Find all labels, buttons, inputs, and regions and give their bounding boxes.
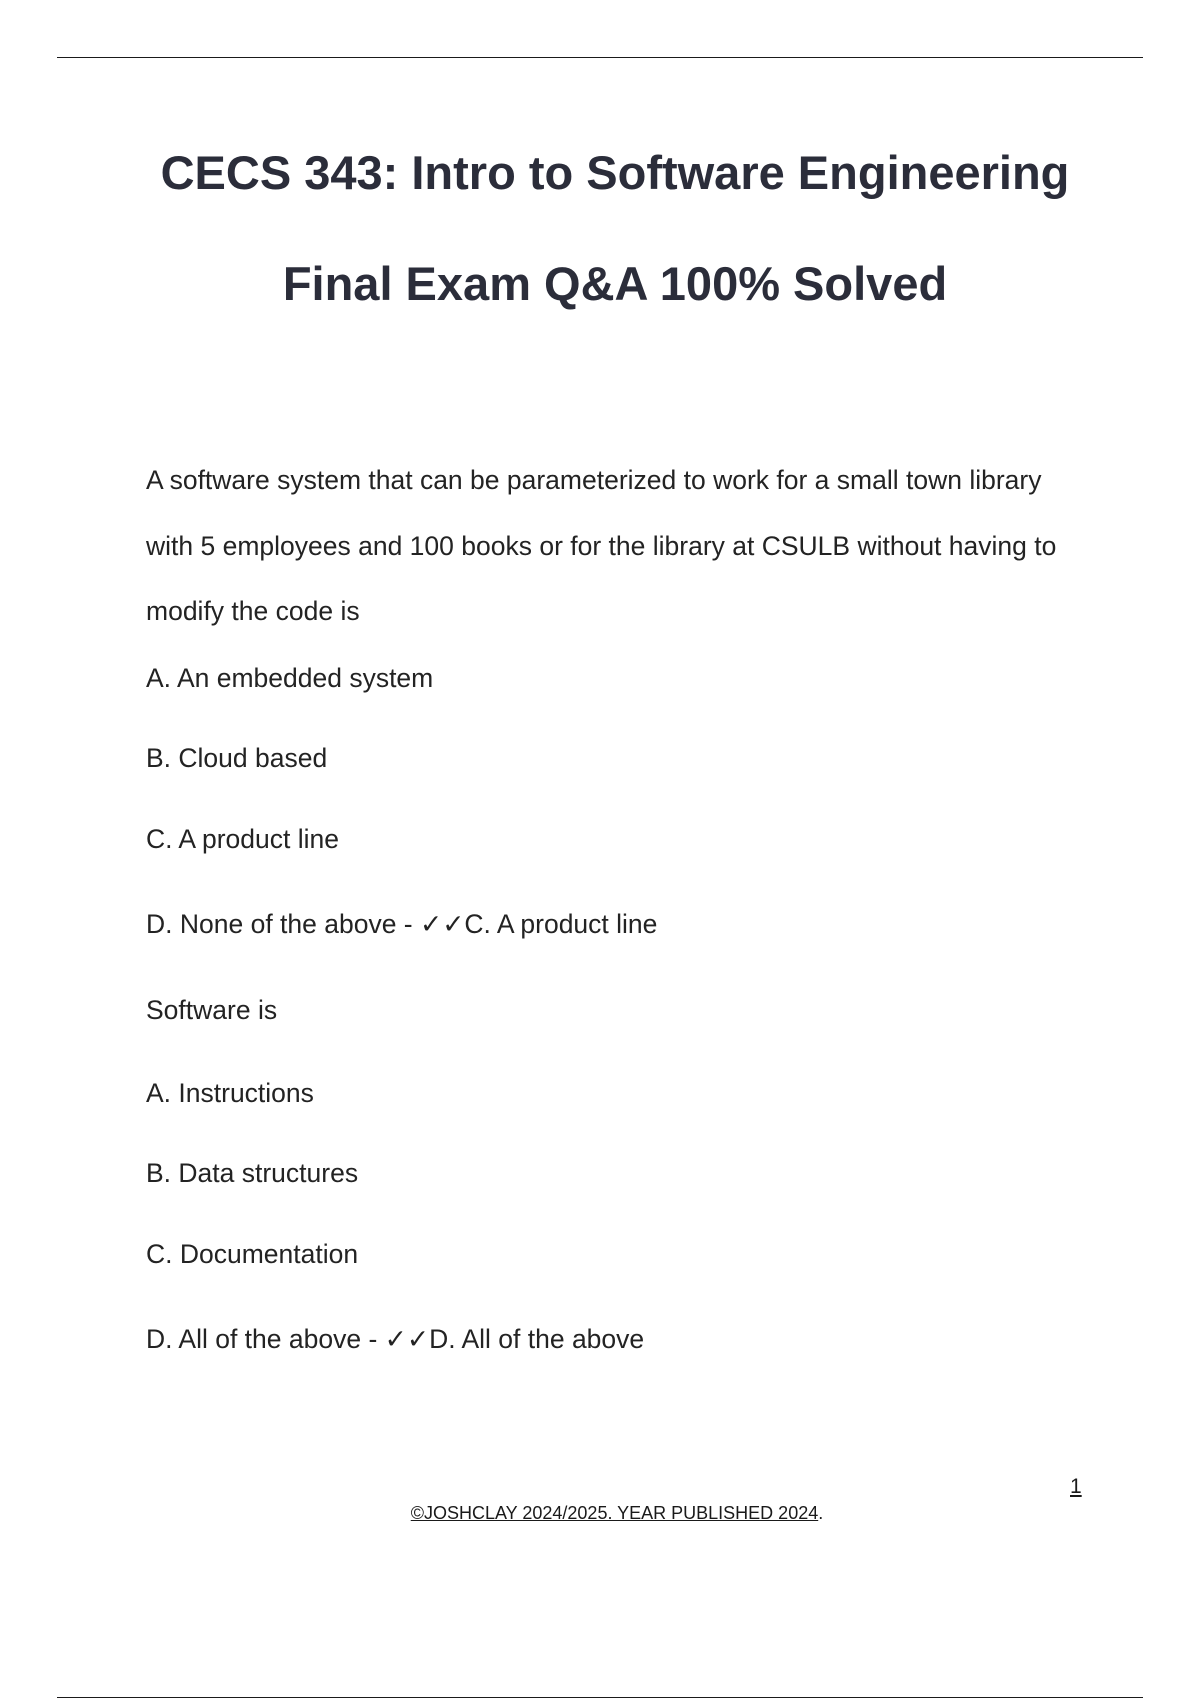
question-2-stem: Software is xyxy=(146,995,278,1025)
check-icon: ✓✓ xyxy=(384,1324,430,1355)
footer-copyright xyxy=(0,1503,1200,1524)
page-number: 1 xyxy=(1070,1475,1082,1498)
copyright-period: . xyxy=(818,1503,824,1523)
question-1-option-d-with-answer xyxy=(146,909,657,940)
question-1-option-b: B. Cloud based xyxy=(146,743,328,773)
document-title-line-1: CECS 343: Intro to Software Engineering xyxy=(160,146,1070,199)
question-2-option-d: D. All of the above - xyxy=(146,1324,385,1354)
bottom-rule xyxy=(57,1697,1143,1698)
question-2-answer: D. All of the above xyxy=(429,1324,645,1354)
question-1-stem: A software system that can be parameterized to work for a small town library with 5 employees and 100 books or for the library at CSULB without having to modify the code is xyxy=(146,465,1057,626)
question-1-option-d: D. None of the above - xyxy=(146,909,420,939)
copyright-text: ©JOSHCLAY 2024/2025. YEAR PUBLISHED 2024 xyxy=(410,1503,819,1523)
question-1-option-a: A. An embedded system xyxy=(146,663,434,693)
question-1-option-c: C. A product line xyxy=(146,824,339,854)
document-title-line-2: Final Exam Q&A 100% Solved xyxy=(282,257,948,310)
question-2-option-b: B. Data structures xyxy=(146,1158,359,1188)
question-1-answer: C. A product line xyxy=(464,909,658,939)
question-2-option-c: C. Documentation xyxy=(146,1239,359,1269)
check-icon: ✓✓ xyxy=(420,909,465,940)
question-2-option-a: A. Instructions xyxy=(146,1078,314,1108)
top-rule xyxy=(57,57,1143,58)
question-2-option-d-with-answer xyxy=(146,1324,644,1355)
